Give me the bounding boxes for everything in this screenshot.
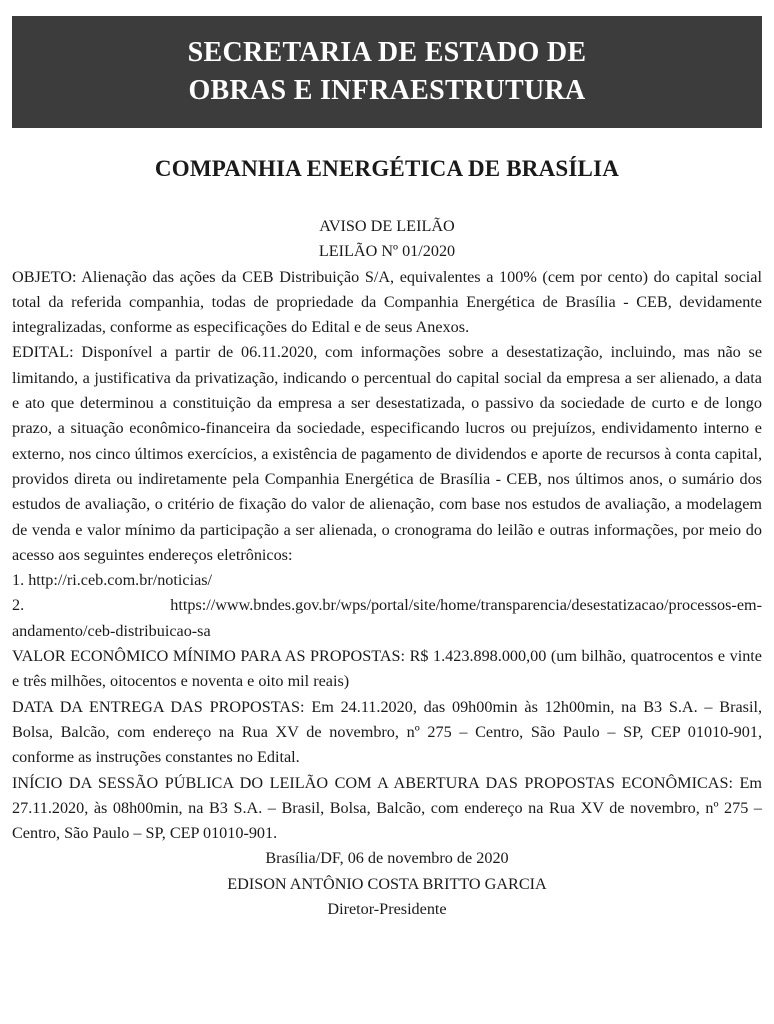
objeto-label: OBJETO:: [12, 267, 77, 286]
inicio-sessao-text: Em 27.11.2020, às 08h00min, na B3 S.A. – Brasil, Bolsa, Balcão, com endereço na Rua XV de novembro, nº 275 – Centro, São Paulo – SP, CEP 01010-901.: [12, 773, 763, 843]
edital-label: EDITAL:: [12, 343, 74, 362]
link-2-url-part-a[interactable]: https://www.bndes.gov.br/wps/portal/site/home/transparencia/desestatizacao/processos-em-: [170, 596, 762, 615]
objeto-paragraph: [12, 265, 762, 341]
header-line-1: SECRETARIA DE ESTADO DE: [187, 37, 587, 68]
valor-text: R$ 1.423.898.000,00 (um bilhão, quatrocentos e vinte e três milhões, oitocentos e noventa e oito mil reais): [12, 647, 762, 691]
link-2-number: 2.: [12, 596, 25, 615]
link-2-line[interactable]: [12, 593, 762, 618]
link-1[interactable]: 1. http://ri.ceb.com.br/noticias/: [12, 571, 213, 590]
place-date: Brasília/DF, 06 de novembro de 2020: [265, 849, 509, 868]
data-entrega-text: Em 24.11.2020, das 09h00min às 12h00min, na B3 S.A. – Brasil, Bolsa, Balcão, com endereço na Rua XV de novembro, nº 275 – Centro, São Paulo – SP, CEP 01010-901, conforme as instruções constantes no Edital.: [12, 697, 763, 767]
notice-number: LEILÃO Nº 01/2020: [318, 242, 456, 261]
link-2-url-part-b[interactable]: andamento/ceb-distribuicao-sa: [12, 621, 211, 640]
header-line-2: OBRAS E INFRAESTRUTURA: [188, 75, 586, 106]
company-title: COMPANHIA ENERGÉTICA DE BRASÍLIA: [154, 156, 620, 181]
objeto-text: Alienação das ações da CEB Distribuição S/A, equivalentes a 100% (cem por cento) do capital social total da referida companhia, todas de propriedade da Companhia Energética de Brasília - CEB, devidamente integralizadas, conforme as especificações do Edital e de seus Anexos.: [12, 267, 762, 337]
edital-text: Disponível a partir de 06.11.2020, com informações sobre a desestatização, incluindo, mas não se limitando, a justificativa da privatização, indicando o percentual do capital social da empresa a ser alienado, a data e ato que determinou a constituição da empresa a ser desestatizada, o passivo da sociedade de curto e de longo prazo, a situação econômico-financeira da sociedade, especificando lucros ou prejuízos, endividamento interno e externo, nos cinco últimos exercícios, a existência de pagamento de dividendos e aporte de recursos à conta capital, providos direta ou indiretamente pela Companhia Energética de Brasília - CEB, nos últimos anos, o sumário dos estudos de avaliação, o critério de fixação do valor de alienação, com base nos estudos de avaliação, a modelagem de venda e valor mínimo da participação a ser alienada, o cronograma do leilão e outras informações, por meio do acesso aos seguintes endereços eletrônicos:: [12, 343, 763, 564]
data-entrega-label: DATA DA ENTREGA DAS PROPOSTAS:: [12, 697, 305, 716]
notice-title: AVISO DE LEILÃO: [319, 217, 455, 235]
inicio-sessao-paragraph: [12, 771, 762, 847]
header-banner: [12, 16, 762, 128]
notice-body: [12, 214, 762, 922]
valor-paragraph: [12, 644, 762, 695]
inicio-sessao-label: INÍCIO DA SESSÃO PÚBLICA DO LEILÃO COM A ABERTURA DAS PROPOSTAS ECONÔMICAS:: [12, 773, 733, 792]
data-entrega-paragraph: [12, 695, 762, 771]
signer-role: Diretor-Presidente: [327, 900, 447, 919]
signer-name: EDISON ANTÔNIO COSTA BRITTO GARCIA: [227, 874, 547, 893]
edital-paragraph: [12, 340, 762, 568]
valor-label: VALOR ECONÔMICO MÍNIMO PARA AS PROPOSTAS:: [12, 647, 406, 666]
